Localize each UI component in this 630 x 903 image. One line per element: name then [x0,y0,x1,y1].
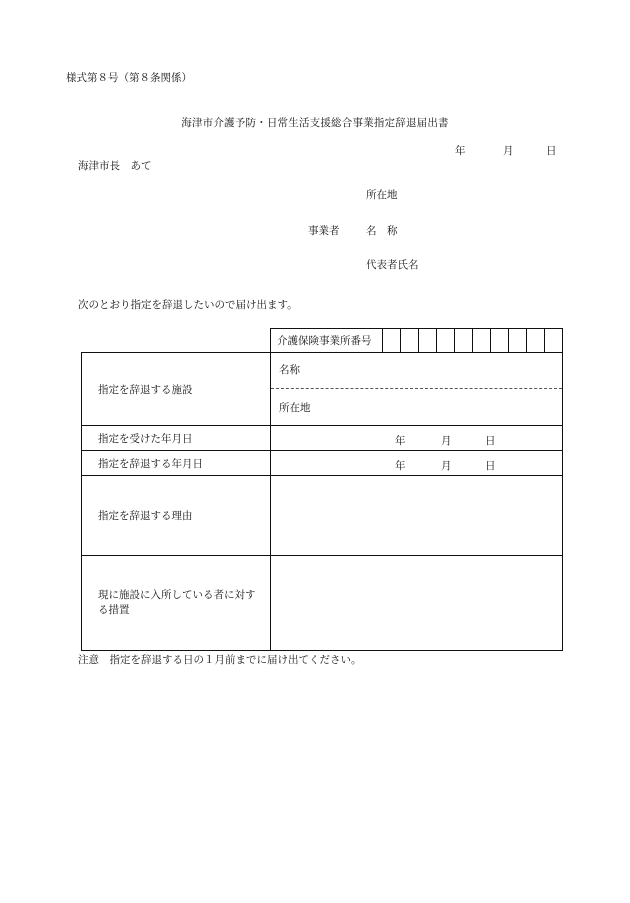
office-number-digit-box[interactable] [437,329,455,353]
designated-date-label: 指定を受けた年月日 [82,426,271,451]
reason-row [82,476,563,556]
withdraw-date-label: 指定を辞退する年月日 [82,451,271,476]
measures-value[interactable] [271,556,563,651]
reason-label: 指定を辞退する理由 [82,476,271,556]
submission-date [0,146,630,158]
measures-label: 現に施設に入所している者に対する措置 [98,588,256,616]
facility-address-label: 所在地 [279,402,311,414]
office-number-digit-box[interactable] [527,329,545,353]
date-month-unit: 月 [503,145,514,157]
office-number-row [82,329,563,353]
office-number-digit-box[interactable] [509,329,527,353]
office-number-digit-box[interactable] [383,329,401,353]
addressee: 海津市長 あて [78,160,152,172]
facility-name-label: 名称 [279,364,300,376]
measures-label-cell [82,556,271,651]
facility-label: 指定を辞退する施設 [82,353,271,426]
applicant-business-label: 事業者 [308,225,340,237]
year-unit: 年 [395,435,406,447]
applicant-representative-label: 代表者氏名 [366,259,419,271]
dashed-divider [271,388,562,389]
blank-cell [82,329,271,353]
applicant-name-label: 名 称 [366,225,398,237]
day-unit: 日 [485,435,496,447]
month-unit: 月 [441,460,452,472]
applicant-address-label: 所在地 [366,189,398,201]
office-number-digit-box[interactable] [419,329,437,353]
date-year-unit: 年 [455,145,466,157]
intro-text: 次のとおり指定を辞退したいので届け出ます。 [78,299,298,311]
facility-row [82,353,563,426]
form-number: 様式第８号（第８条関係） [66,72,192,84]
year-unit: 年 [395,460,406,472]
day-unit: 日 [485,460,496,472]
footnote: 注意 指定を辞退する日の１月前までに届け出てください。 [78,654,362,666]
withdraw-date-value[interactable] [271,451,563,476]
withdrawal-form-table [81,328,563,651]
office-number-digit-box[interactable] [401,329,419,353]
designated-date-value[interactable] [271,426,563,451]
document-title: 海津市介護予防・日常生活支援総合事業指定辞退届出書 [181,117,449,129]
office-number-digit-box[interactable] [491,329,509,353]
date-day-unit: 日 [546,145,557,157]
facility-value-cell[interactable] [271,353,563,426]
measures-row [82,556,563,651]
office-number-digit-box[interactable] [455,329,473,353]
withdraw-date-row [82,451,563,476]
office-number-digit-box[interactable] [473,329,491,353]
designated-date-row [82,426,563,451]
office-number-label: 介護保険事業所番号 [271,329,383,353]
office-number-digit-box[interactable] [545,329,563,353]
reason-value[interactable] [271,476,563,556]
month-unit: 月 [441,435,452,447]
